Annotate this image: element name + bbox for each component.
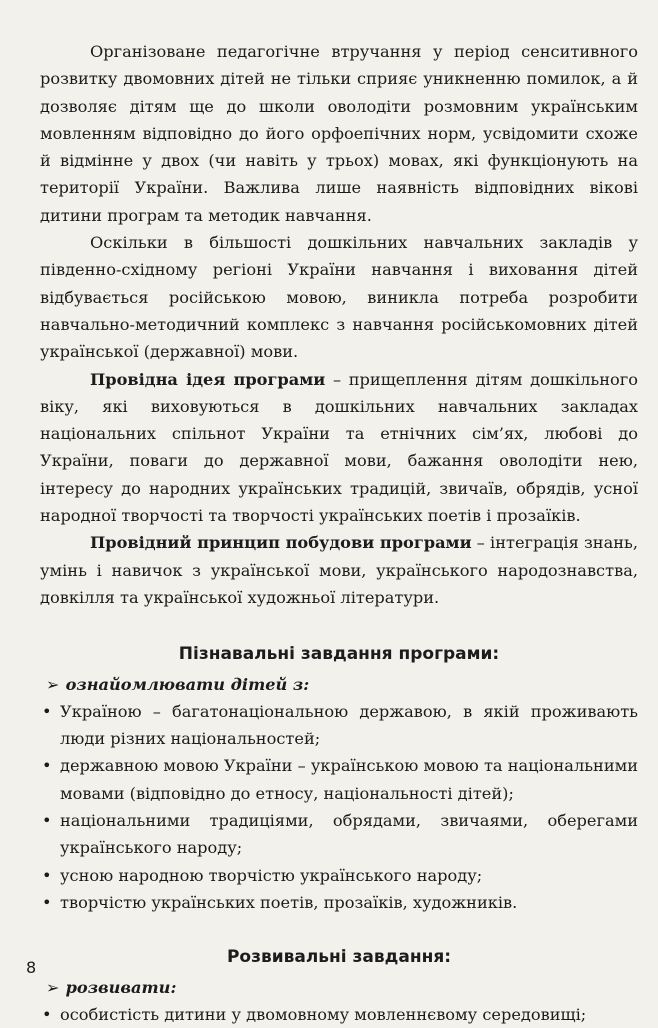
bullet-icon: • (42, 865, 52, 885)
paragraph-3 (40, 366, 638, 530)
paragraph-3-lead: Провідна ідея програми (90, 369, 326, 389)
bullet-icon: • (42, 756, 52, 776)
list-item: • усною народною творчістю українського народу; (40, 862, 638, 889)
section-2-list (40, 1001, 638, 1028)
section-2-heading: Розвивальні завдання: (226, 947, 452, 968)
arrow-icon: ➢ (46, 977, 60, 997)
section-1-list (40, 698, 638, 916)
list-item: • творчістю українських поетів, прозаїків, художників. (40, 889, 638, 916)
list-item: • державною мовою України – українською мовою та національними мовами (відповідно до етносу, національності дітей); (40, 752, 638, 807)
paragraph-2: Оскільки в більшості дошкільних навчальних закладів у південно-східному регіоні України навчання і виховання дітей відбувається російською мовою, виникла потреба розробити навчально-методичний комплекс з навчання російськомовних дітей української (державної) мови. (40, 233, 638, 362)
bullet-icon: • (42, 701, 52, 721)
bullet-icon: • (42, 811, 52, 831)
section-1-lead-text: ознайомлювати дітей з: (65, 674, 310, 694)
page-content (40, 38, 638, 1028)
bullet-icon: • (42, 1004, 52, 1024)
section-2-lead-text: розвивати: (65, 977, 177, 997)
section-1-lead (40, 671, 638, 698)
section-2-lead (40, 974, 638, 1001)
section-1-heading: Пізнавальні завдання програми: (178, 644, 500, 665)
paragraph-3-text: – прищеплення дітям дошкільного віку, які виховуються в дошкільних навчальних закладах національних спільнот України та етнічних сім’ях, любові до України, поваги до державної мови, бажання оволодіти нею, інтересу до народних українських традицій, звичаїв, обрядів, усної народної творчості та творчості українських поетів і прозаїків. (40, 369, 638, 526)
paragraph-1: Організоване педагогічне втручання у період сенситивного розвитку двомовних дітей не тільки сприяє уникненню помилок, а й дозволяє дітям ще до школи оволодіти розмовним українським мовленням відповідно до його орфоепічних норм, усвідомити схоже й відмінне у двох (чи навіть у трьох) мовах, які функціонують на території України. Важлива лише наявність відповідних вікові дитини програм та методик навчання. (40, 42, 638, 225)
paragraph-4-lead: Провідний принцип побудови програми (90, 533, 472, 553)
page-number: 8 (26, 958, 37, 977)
list-item: • особистість дитини у двомовному мовленнєвому середовищі; (40, 1001, 638, 1028)
paragraph-4 (40, 529, 638, 611)
paragraph-4-text: – інтеграція знань, умінь і навичок з української мови, українського народознавства, довкілля та української художньої літератури. (40, 533, 638, 607)
bullet-icon: • (42, 892, 52, 912)
arrow-icon: ➢ (46, 674, 60, 694)
list-item: • національними традиціями, обрядами, звичаями, оберегами українського народу; (40, 807, 638, 862)
list-item: • Україною – багатонаціональною державою, в якій проживають люди різних національностей; (40, 698, 638, 753)
